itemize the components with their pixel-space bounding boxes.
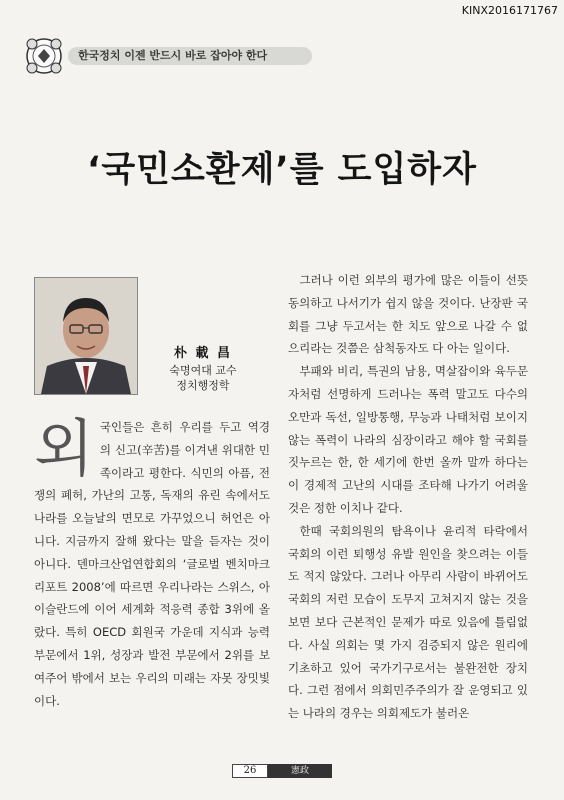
author-field: 정치행정학	[176, 379, 230, 392]
article-title: ‘국민소환제’를 도입하자	[87, 150, 477, 190]
body-paragraph: 부패와 비리, 특권의 남용, 멱살잡이와 육두문자처럼 선명하게 드러나는 폭력 말고도 다수의 오만과 독선, 일방통행, 무능과 나태처럼 보이지 않는 폭력이 나라의 심장이라고 해야 할 국회를 짓누르는 한, 한 세기에 한번 올까 말까 하다는 이 경제적 고난의 시대를 조타해 나가기 어려울 것은 정한 이치나 같다.	[288, 364, 528, 515]
series-header	[24, 36, 324, 76]
page-number: 26	[232, 764, 268, 778]
author-affiliation: 숙명여대 교수	[169, 364, 237, 377]
body-paragraph: 한때 국회의원의 탐욕이나 윤리적 타락에서 국회의 이런 퇴행성 유발 원인을 찾으려는 이들도 적지 않았다. 그러나 아무리 사람이 바뀌어도 국회의 저런 모습이 도무지 고쳐지지 않는 것을 보면 보다 근본적인 문제가 따로 있음에 틀림없다. 사실 의회는 몇 가지 검증되지 않은 원리에 기초하고 있어 국가기구로서는 불완전한 장치다. 그런 점에서 의회민주주의가 잘 운영되고 있는 나라의 경우는 의회제도가 불러온	[288, 523, 528, 721]
series-title: 한국정치 이젠 반드시 바로 잡아야 한다	[68, 47, 312, 65]
author-photo	[34, 277, 138, 395]
magazine-name: 憲政	[268, 764, 332, 778]
document-id: KINX2016171767	[461, 4, 558, 17]
portrait-image	[35, 278, 137, 394]
body-paragraph	[34, 412, 270, 712]
body-column-right	[288, 269, 528, 725]
body-text: 국인들은 흔히 우리를 두고 역경의 신고(辛苦)를 이겨낸 위대한 민족이라고 평한다. 식민의 아픔, 전쟁의 폐허, 가난의 고통, 독재의 유린 속에서도 나라를 오늘날의 면모로 가꾸었으니 허언은 아니다. 지금까지 잘해 왔다는 말을 듣자는 것이 아니다. 덴마크산업연합회의 ‘글로벌 벤치마크 리포트 2008’에 따르면 우리나라는 스위스, 아이슬란드에 이어 세계화 적응력 종합 3위에 올랐다. 특히 OECD 회원국 가운데 지식과 능력 부문에서 1위, 성장과 발전 부문에서 2위를 보여주어 밖에서 보는 우리의 미래는 자못 장밋빛이다.	[34, 420, 270, 708]
body-paragraph: 그러나 이런 외부의 평가에 많은 이들이 선뜻 동의하고 나서기가 쉽지 않을 것이다. 난장판 국회를 그냥 두고서는 한 치도 앞으로 나갈 수 없으리라는 것쯤은 삼척동자도 다 아는 일이다.	[288, 273, 528, 356]
author-name: 朴 載 昌	[173, 346, 233, 361]
author-info	[140, 342, 266, 393]
page-footer	[232, 764, 332, 778]
body-column-left	[34, 412, 270, 712]
drop-cap: 외	[34, 412, 94, 485]
emblem-icon	[24, 36, 64, 76]
